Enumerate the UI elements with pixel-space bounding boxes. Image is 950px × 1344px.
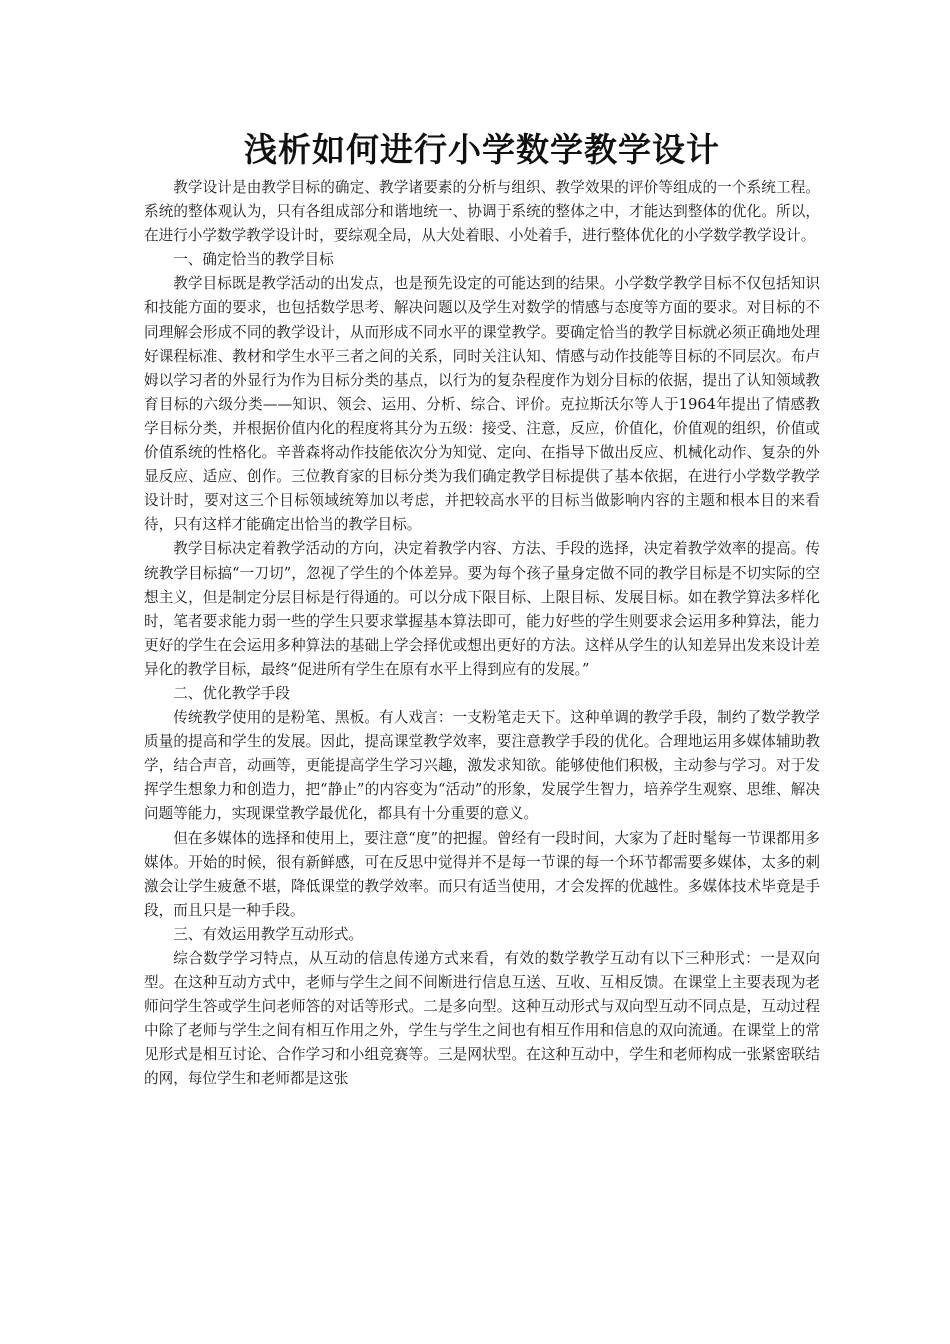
document-body xyxy=(144,128,820,1092)
section-3-paragraph-1: 综合数学学习特点，从互动的信息传递方式来看，有效的数学教学互动有以下三种形式：一是双向型。在这种互动方式中，老师与学生之间不间断进行信息互送、互收、互相反馈。在课堂上主要表现为老师问学生答或学生问老师答的对话等形式。二是多向型。这种互动形式与双向型互动不同点是，互动过程中除了老师与学生之间有相互作用之外，学生与学生之间也有相互作用和信息的双向流通。在课堂上的常见形式是相互讨论、合作学习和小组竞赛等。三是网状型。在这种互动中，学生和老师构成一张紧密联结的网，每位学生和老师都是这张 xyxy=(144,950,820,1088)
section-1-heading: 一、确定恰当的教学目标 xyxy=(173,251,334,269)
section-2-paragraph-2: 但在多媒体的选择和使用上，要注意“度”的把握。曾经有一段时间，大家为了赶时髦每一节课都用多媒体。开始的时候，很有新鲜感，可在反思中觉得并不是每一节课的每一个环节都需要多媒体，太多的刺激会让学生疲惫不堪，降低课堂的教学效率。而只有适当使用，才会发挥的优越性。多媒体技术毕竟是手段，而且只是一种手段。 xyxy=(144,829,820,919)
section-1-paragraph-1: 教学目标既是教学活动的出发点，也是预先设定的可能达到的结果。小学数学教学目标不仅包括知识和技能方面的要求，也包括数学思考、解决问题以及学生对数学的情感与态度等方面的要求。对目标的不同理解会形成不同的教学设计，从而形成不同水平的课堂教学。要确定恰当的教学目标就必须正确地处理好课程标准、教材和学生水平三者之间的关系，同时关注认知、情感与动作技能等目标的不同层次。布卢姆以学习者的外显行为作为目标分类的基点，以行为的复杂程度作为划分目标的依据，提出了认知领域教育目标的六级分类——知识、领会、运用、分析、综合、评价。克拉斯沃尔等人于1964年提出了情感教学目标分类，并根据价值内化的程度将其分为五级：接受、注意，反应，价值化，价值观的组织，价值或价值系统的性格化。辛普森将动作技能依次分为知觉、定向、在指导下做出反应、机械化动作、复杂的外显反应、适应、创作。三位教育家的目标分类为我们确定教学目标提供了基本依据，在进行小学数学教学设计时，要对这三个目标领域统筹加以考虑，并把较高水平的目标当做影响内容的主题和根本目的来看待，只有这样才能确定出恰当的教学目标。 xyxy=(144,275,820,534)
section-2-heading: 二、优化教学手段 xyxy=(173,684,290,702)
document-title: 浅析如何进行小学数学教学设计 xyxy=(244,130,720,169)
section-1-paragraph-2: 教学目标决定着教学活动的方向，决定着教学内容、方法、手段的选择，决定着教学效率的提高。传统教学目标搞“一刀切”，忽视了学生的个体差异。要为每个孩子量身定做不同的教学目标是不切实际的空想主义，但是制定分层目标是行得通的。可以分成下限目标、上限目标、发展目标。如在教学算法多样化时，笔者要求能力弱一些的学生只要求掌握基本算法即可，能力好些的学生则要求会运用多种算法，能力更好的学生在会运用多种算法的基础上学会择优或想出更好的方法。这样从学生的认知差异出发来设计差异化的教学目标，最终“促进所有学生在原有水平上得到应有的发展。” xyxy=(144,540,820,678)
intro-paragraph: 教学设计是由教学目标的确定、教学诸要素的分析与组织、教学效果的评价等组成的一个系统工程。系统的整体观认为，只有各组成部分和谐地统一、协调于系统的整体之中，才能达到整体的优化。所以，在进行小学数学教学设计时，要综观全局，从大处着眼、小处着手，进行整体优化的小学数学教学设计。 xyxy=(144,179,820,245)
section-2-paragraph-1: 传统教学使用的是粉笔、黑板。有人戏言：一支粉笔走天下。这种单调的教学手段，制约了数学教学质量的提高和学生的发展。因此，提高课堂教学效率，要注意教学手段的优化。合理地运用多媒体辅助教学，结合声音，动画等，更能提高学生学习兴趣，激发求知欲。能够使他们积极，主动参与学习。对于发挥学生想象力和创造力，把“静止”的内容变为“活动”的形象，发展学生智力，培养学生观察、思维、解决问题等能力，实现课堂教学最优化，都具有十分重要的意义。 xyxy=(144,709,820,823)
section-3-heading: 三、有效运用教学互动形式。 xyxy=(173,925,363,943)
